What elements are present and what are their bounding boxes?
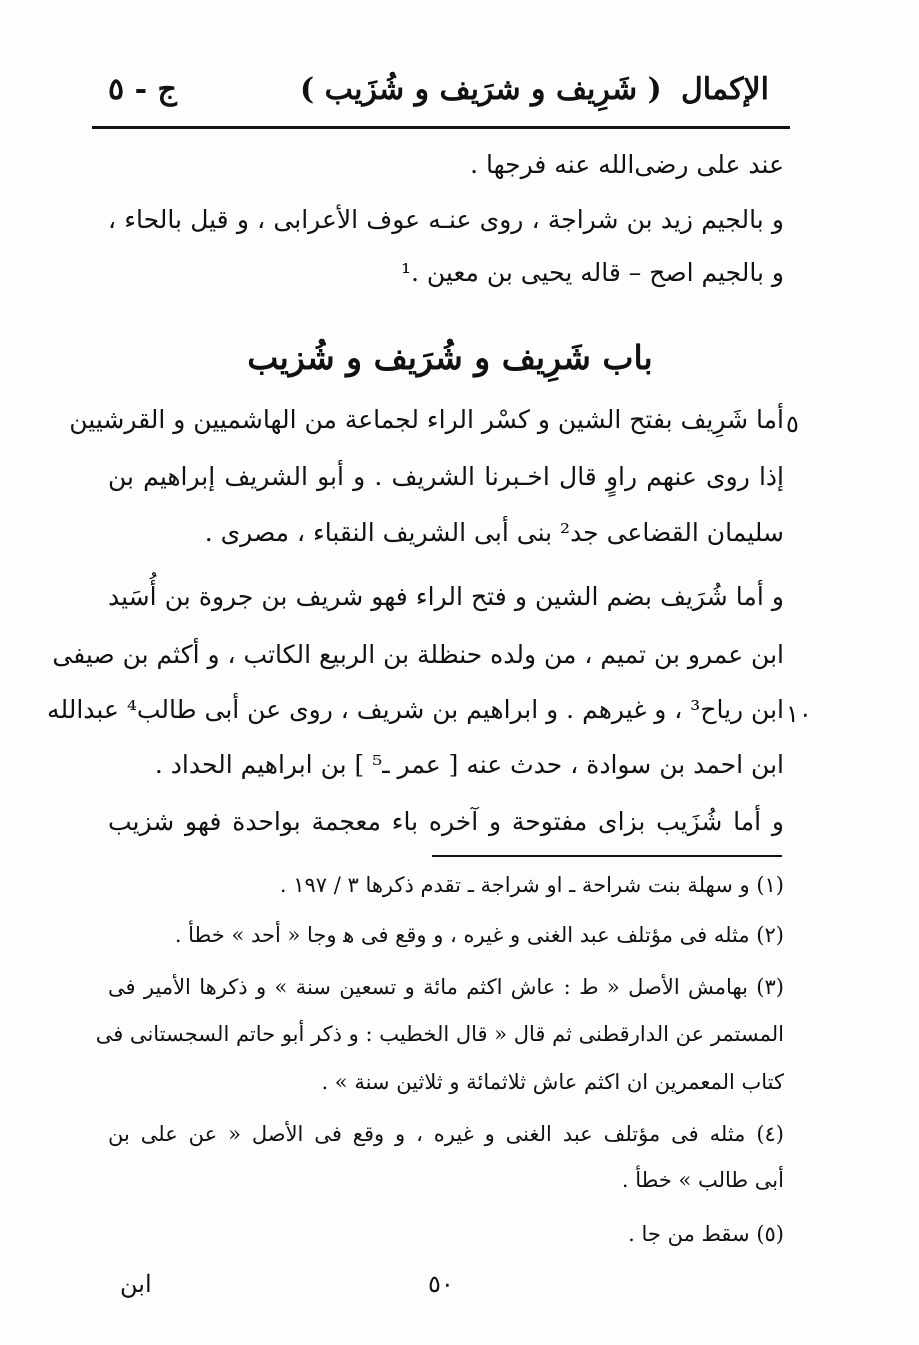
footnote-continuation: المستمر عن الدارقطنى ثم قال « قال الخطيب : و ذكر أبو حاتم السجستانى فى bbox=[95, 1022, 784, 1046]
chapter-heading: باب شَرِيف و شُرَيف و شُزيب bbox=[247, 338, 653, 377]
text-line: عند على رضى‌الله عنه فرجها . bbox=[470, 150, 784, 179]
text-line: سليمان القضاعى جد² بنى أبى الشريف النقباء ، مصرى . bbox=[204, 518, 784, 547]
text-line: ابن عمرو بن تميم ، من ولده حنظلة بن الربيع الكاتب ، و أكثم بن صيفى bbox=[52, 640, 784, 669]
text-line: و أما شُزَيب بزاى مفتوحة و آخره باء معجمة بواحدة فهو شزيب bbox=[108, 807, 784, 836]
footnote: (٣) بهامش الأصل « ط : عاش اكثم مائة و تسعين سنة » و ذكرها الأمير فى bbox=[108, 975, 784, 999]
line-number-10: ١٠ bbox=[786, 700, 812, 728]
footnote: (١) و سهلة بنت شراحة ـ او شراجة ـ تقدم ذكرها ٣ / ١٩٧ . bbox=[279, 873, 784, 897]
text-line: و بالجيم اصح – قاله يحيى بن معين .¹ bbox=[400, 258, 784, 287]
text-line: و أما شُرَيف بضم الشين و فتح الراء فهو شريف بن جروة بن أُسَيد bbox=[108, 582, 784, 611]
footnote-continuation: أبى طالب » خطأ . bbox=[621, 1168, 784, 1192]
running-header-section-title: ( شَرِيف و شرَيف و شُزَيب ) bbox=[300, 72, 662, 107]
footnote-continuation: كتاب المعمرين ان اكثم عاش ثلاثمائة و ثلاثين سنة » . bbox=[321, 1070, 784, 1094]
running-header-book-title: الإكمال bbox=[680, 72, 769, 107]
text-line: و بالجيم زيد بن شراجة ، روى عنـه عوف الأعرابى ، و قيل بالحاء ، bbox=[108, 205, 784, 234]
running-header-volume: ج - ٥ bbox=[108, 72, 177, 107]
text-line: أما شَرِيف بفتح الشين و كسْر الراء لجماعة من الهاشميين و القرشيين bbox=[69, 405, 784, 434]
footnote: (٢) مثله فى مؤتلف عبد الغنى و غيره ، و وقع فى ﻫ وجا « أحد » خطأ . bbox=[174, 923, 784, 947]
header-rule bbox=[92, 126, 790, 129]
text-line: ابن رياح³ ، و غيرهم . و ابراهيم بن شريف ، روى عن أبى طالب⁴ عبدالله bbox=[47, 695, 784, 724]
footnote: (٤) مثله فى مؤتلف عبد الغنى و غيره ، و وقع فى الأصل « عن على بن bbox=[108, 1122, 784, 1146]
line-number-5: ٥ bbox=[786, 410, 799, 438]
catchword: ابن bbox=[120, 1270, 152, 1298]
footnote-rule bbox=[432, 855, 782, 857]
text-line: إذا روى عنهم راوٍ قال اخـبرنا الشريف . و أبو الشريف إبراهيم بن bbox=[108, 462, 784, 491]
page-number: ٥٠ bbox=[428, 1270, 454, 1298]
text-line: ابن احمد بن سوادة ، حدث عنه [ عمر ـ⁵ ] بن ابراهيم الحداد . bbox=[154, 750, 784, 779]
footnote: (٥) سقط من جا . bbox=[628, 1222, 784, 1246]
